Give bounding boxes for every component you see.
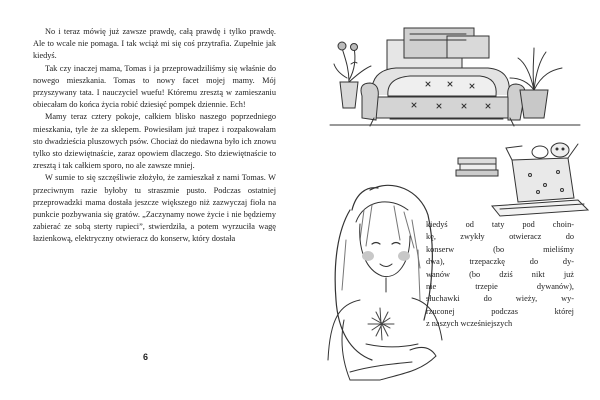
paragraph: W sumie to się szczęśliwie złożyło, że zamieszkał z nami Tomas. W przeciwnym razie byłoby tu straszmie pusto. Podczas ostatniej przeprowadzki mama dostała jeszcze większego niż zazwyczaj fioła na punkcie pozbywania się gratów. „Zaczynamy nowe życie i nie będziemy zabierać ze sobą sterty rupieci”, stwierdziła, a potem wyrzuciła wagę łazienkową, elektryczny otwieracz do konserw, który dostała	[33, 173, 276, 244]
text-line: kiedyś od taty pod choin-	[426, 220, 574, 229]
text-line: słuchawki do wieży, wy-	[426, 294, 574, 304]
books	[456, 158, 498, 176]
text-line: wanów (bo dziś nikt już	[426, 269, 574, 279]
paragraph: Tak czy inaczej mama, Tomas i ja przeprowadziliśmy się właśnie do nowego mieszkania. Tomas to nowy facet mojej mamy. Mój przyszywany tata. I nauczyciel wuefu! Któremu zresztą w zamieszaniu obiecałam do końca życia robić dziesięć pompek dziennie. Ech!	[33, 63, 276, 110]
right-text-column	[426, 219, 574, 331]
text-line: rzuconej podczas której	[426, 306, 574, 316]
sofa	[361, 68, 525, 126]
girl	[328, 185, 442, 380]
toy-box	[506, 143, 578, 202]
paragraph: No i teraz mówię już zawsze prawdę, całą prawdę i tylko prawdę. Ale to wcale nie pomaga. I tak wciąż mi się coś przytrafia. Zupełnie jak kiedyś.	[33, 27, 276, 61]
text-line: kę, zwykły otwieracz do	[426, 232, 574, 242]
rug	[492, 200, 588, 216]
text-line: nie trzepie dywanów),	[426, 282, 574, 292]
text-line: dwa), trzepaczkę do dy-	[426, 257, 574, 267]
text-line: konserw (bo mieliśmy	[426, 244, 574, 254]
text-line: z naszych wcześniejszych	[426, 319, 513, 329]
paragraph: Mamy teraz cztery pokoje, całkiem blisko naszego poprzedniego mieszkania, tyle że za sklepem. Powiesiłam już trapez i rozpakowałam sto dwadzieścia pluszowych psów. Chociaż do niedawna było ich znowu tylko sto dziewiętnaście, zaraz opowiem dlaczego. Sto dziewiętnaście to zresztą i tak całkiem sporo, no ale zawsze mniej.	[33, 112, 276, 171]
page-number: 6	[143, 352, 149, 362]
